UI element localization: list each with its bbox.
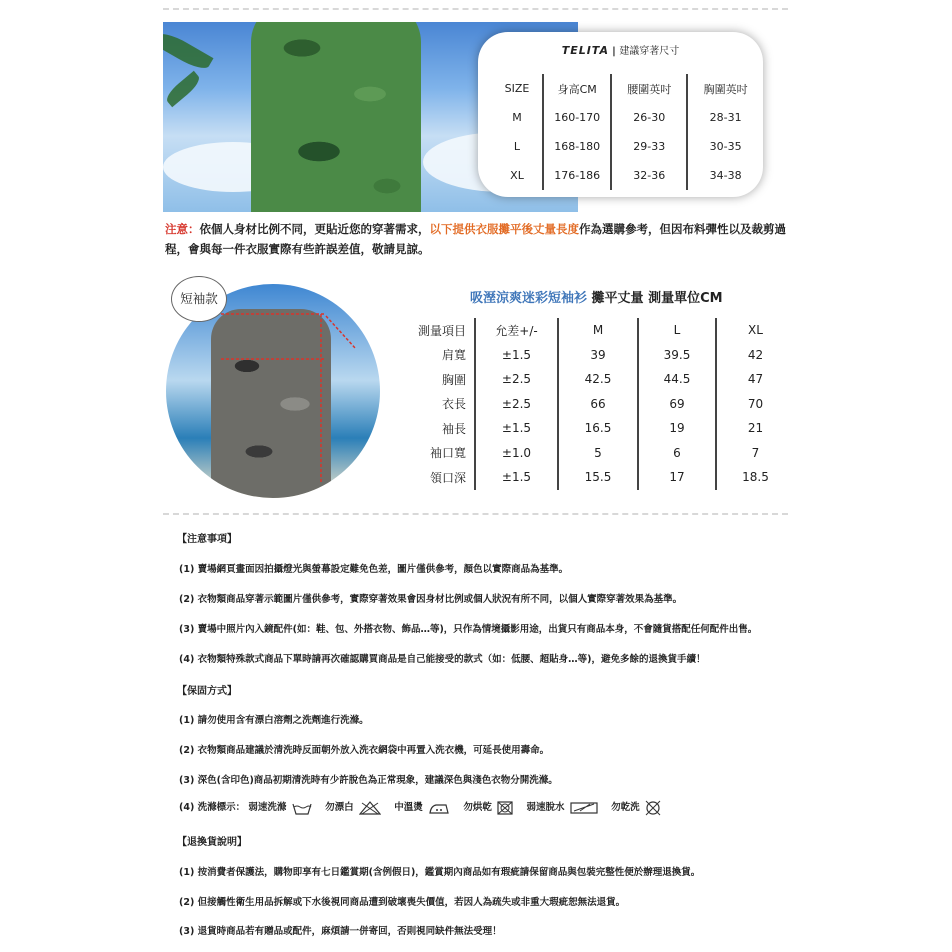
size-table-header: SIZE 身高CM 腰圍英吋 胸圍英吋 [492,74,763,103]
measure-header: 測量項目 允差+/- M L XL [395,318,794,343]
wash-label: 勿漂白 [325,802,354,813]
no-tumble-dry-icon [497,801,513,815]
measurement-table [395,318,794,490]
size-row: L 168-180 29-33 30-35 [492,132,763,161]
camo-shirt-model [251,22,421,212]
care-item: (2) 衣物類商品建議於清洗時反面朝外放入洗衣網袋中再置入洗衣機，可延長使用壽命。 [179,745,550,756]
product-title: 吸溼涼爽迷彩短袖衫 攤平丈量 測量單位CM [470,291,723,306]
returns-item: (1) 按消費者保護法，購物即享有七日鑑賞期(含例假日)，鑑賞期內商品如有瑕疵請保留商品與包裝完整性便於辦理退換貨。 [179,867,701,878]
size-table [492,74,763,190]
iron-medium-icon [428,801,450,815]
measure-row: 領口深 ±1.5 15.5 17 18.5 [395,465,794,490]
wash-label: 弱速脫水 [526,802,565,813]
measure-row: 袖長 ±1.5 16.5 19 21 [395,416,794,441]
care-item: (3) 深色(含印色)商品初期清洗時有少許脫色為正常現象，建議深色與淺色衣物分開洗滌。 [179,775,558,786]
returns-heading: 【退換貨說明】 [177,837,247,848]
measure-row: 胸圍 ±2.5 42.5 44.5 47 [395,367,794,392]
care-heading: 【保固方式】 [177,686,237,697]
size-recommendation-card: TELITA | 建議穿著尺寸 SIZE 身高CM 腰圍英吋 胸圍英吋 M 160-170 26-30 28-31 L 168-180 29-33 30-35 XL 176-186 32-36 34-38 [478,32,763,197]
notice-item: (3) 賣場中照片內入鏡配件(如：鞋、包、外搭衣物、飾品…等)，只作為情境攝影用途，出貨只有商品本身，不會隨貨搭配任何配件出售。 [179,624,758,635]
size-row: M 160-170 26-30 28-31 [492,103,763,132]
hand-wash-icon [292,801,312,815]
returns-item: (3) 退貨時商品若有贈品或配件，麻煩請一併寄回，否則視同缺件無法受理！ [179,926,502,937]
measure-row: 袖口寬 ±1.0 5 6 7 [395,441,794,466]
notice-item: (2) 衣物類商品穿著示範圖片僅供參考，實際穿著效果會因身材比例或個人狀況有所不同，以個人實際穿著效果為基準。 [179,594,683,605]
care-item: (1) 請勿使用含有漂白溶劑之洗劑進行洗滌。 [179,715,369,726]
wash-label: 弱速洗滌 [248,802,287,813]
measure-row: 衣長 ±2.5 66 69 70 [395,392,794,417]
wash-label: 勿乾洗 [611,802,640,813]
wash-label: 中溫燙 [394,802,423,813]
notice-item: (4) 衣物類特殊款式商品下單時請再次確認購買商品是自己能接受的款式（如：低腰、超貼身…等)，避免多餘的退換貨手續！ [179,654,706,665]
wash-label: 勿烘乾 [463,802,492,813]
notice-item: (1) 賣場網頁畫面因拍攝燈光與螢幕設定難免色差，圖片僅供參考，顏色以實際商品為基準。 [179,564,569,575]
mid-divider [163,513,788,515]
size-row: XL 176-186 32-36 34-38 [492,161,763,190]
measurement-note: 注意：依個人身材比例不同，更貼近您的穿著需求，以下提供衣服攤平後丈量長度作為選購參考，但因布料彈性以及裁剪過程，會與每一件衣服實際有些許誤差值，敬請見諒。 [165,222,786,256]
gentle-spin-icon [570,801,598,815]
no-dry-clean-icon [645,800,661,816]
notices-heading: 【注意事項】 [177,534,237,545]
wash-symbols-row: (4) 洗滌標示： 弱速洗滌 勿漂白 中溫燙 勿烘乾 弱速脫水 勿乾洗 [179,799,671,816]
measure-row: 肩寬 ±1.5 39 39.5 42 [395,343,794,368]
no-bleach-icon [359,801,381,815]
short-sleeve-badge: 短袖款 [171,276,227,322]
size-card-subtitle: 建議穿著尺寸 [619,46,680,57]
brand-logo: TELITA [561,44,609,57]
returns-item: (2) 但接觸性衛生用品拆解或下水後視同商品遭到破壞喪失價值，若因人為疏失或非重大瑕疵恕無法退貨。 [179,897,626,908]
top-divider [163,8,788,10]
